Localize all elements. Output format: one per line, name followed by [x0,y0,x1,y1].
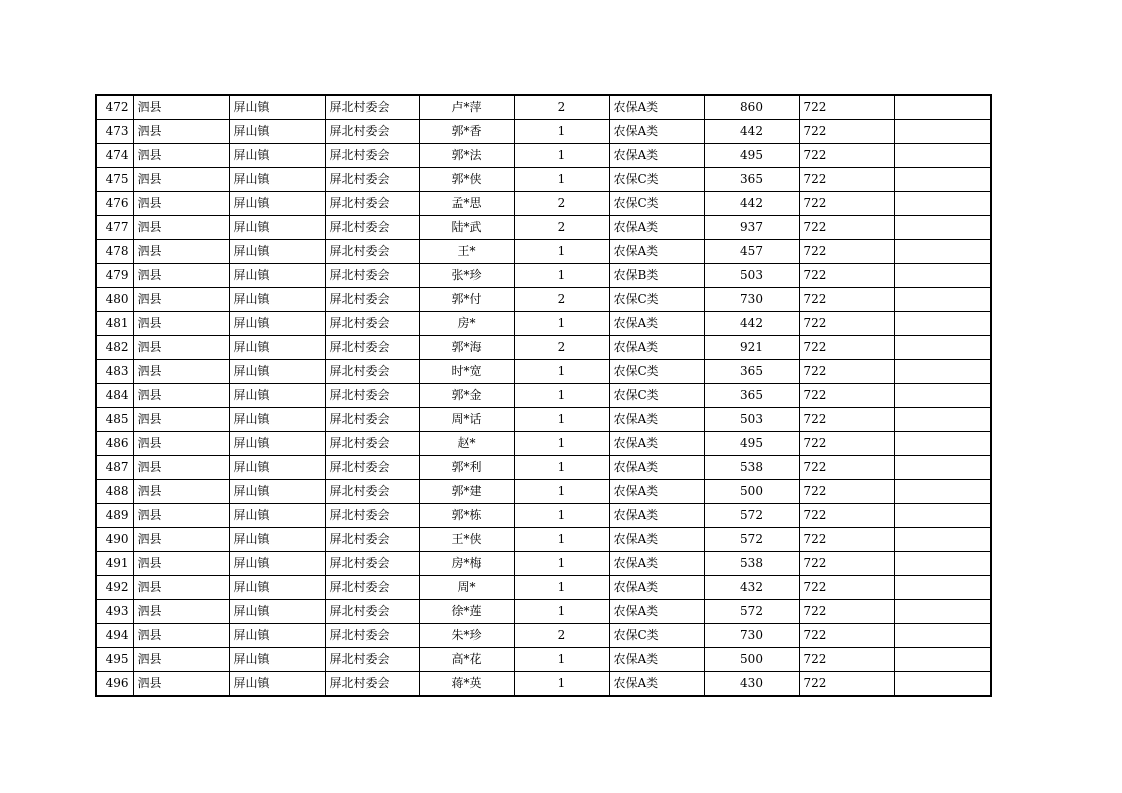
cell-category: 农保A类 [609,480,704,504]
cell-note [894,384,991,408]
cell-amount: 365 [704,168,799,192]
cell-name: 郭*侠 [419,168,514,192]
cell-category: 农保A类 [609,408,704,432]
cell-name: 郭*海 [419,336,514,360]
cell-members: 1 [514,504,609,528]
table-row [96,240,991,264]
cell-village: 屏北村委会 [325,624,419,648]
cell-note [894,120,991,144]
cell-row-number: 475 [96,168,133,192]
cell-members: 1 [514,240,609,264]
cell-row-number: 483 [96,360,133,384]
cell-members: 2 [514,288,609,312]
cell-town: 屏山镇 [229,216,325,240]
cell-members: 1 [514,168,609,192]
cell-category: 农保A类 [609,456,704,480]
cell-note [894,576,991,600]
cell-town: 屏山镇 [229,672,325,697]
cell-amount: 572 [704,528,799,552]
cell-amount: 860 [704,95,799,120]
table-row [96,432,991,456]
cell-name: 高*花 [419,648,514,672]
cell-village: 屏北村委会 [325,216,419,240]
cell-members: 1 [514,408,609,432]
cell-members: 1 [514,648,609,672]
table-row [96,576,991,600]
cell-town: 屏山镇 [229,432,325,456]
cell-standard: 722 [799,240,894,264]
cell-town: 屏山镇 [229,504,325,528]
cell-village: 屏北村委会 [325,432,419,456]
cell-county: 泗县 [133,240,229,264]
cell-village: 屏北村委会 [325,312,419,336]
cell-town: 屏山镇 [229,264,325,288]
cell-row-number: 474 [96,144,133,168]
cell-row-number: 477 [96,216,133,240]
cell-standard: 722 [799,384,894,408]
cell-members: 1 [514,144,609,168]
cell-town: 屏山镇 [229,288,325,312]
cell-standard: 722 [799,336,894,360]
cell-village: 屏北村委会 [325,288,419,312]
cell-note [894,144,991,168]
cell-name: 房* [419,312,514,336]
cell-category: 农保A类 [609,600,704,624]
cell-category: 农保C类 [609,168,704,192]
cell-village: 屏北村委会 [325,240,419,264]
cell-category: 农保B类 [609,264,704,288]
cell-standard: 722 [799,168,894,192]
cell-members: 1 [514,384,609,408]
cell-village: 屏北村委会 [325,408,419,432]
cell-category: 农保C类 [609,288,704,312]
cell-category: 农保A类 [609,432,704,456]
cell-category: 农保C类 [609,192,704,216]
cell-name: 郭*栋 [419,504,514,528]
cell-row-number: 479 [96,264,133,288]
table-row [96,120,991,144]
cell-row-number: 476 [96,192,133,216]
cell-row-number: 494 [96,624,133,648]
cell-category: 农保A类 [609,552,704,576]
cell-village: 屏北村委会 [325,264,419,288]
cell-note [894,264,991,288]
cell-name: 郭*建 [419,480,514,504]
cell-category: 农保C类 [609,360,704,384]
table-row [96,216,991,240]
table-row [96,528,991,552]
cell-row-number: 482 [96,336,133,360]
cell-amount: 365 [704,384,799,408]
cell-category: 农保A类 [609,528,704,552]
cell-standard: 722 [799,95,894,120]
cell-members: 1 [514,360,609,384]
cell-name: 郭*金 [419,384,514,408]
cell-note [894,432,991,456]
cell-row-number: 481 [96,312,133,336]
table-row [96,672,991,697]
cell-county: 泗县 [133,624,229,648]
cell-county: 泗县 [133,360,229,384]
cell-category: 农保A类 [609,95,704,120]
cell-name: 朱*珍 [419,624,514,648]
cell-note [894,336,991,360]
cell-village: 屏北村委会 [325,336,419,360]
table-row [96,95,991,120]
cell-members: 1 [514,600,609,624]
cell-amount: 365 [704,360,799,384]
cell-members: 1 [514,264,609,288]
cell-county: 泗县 [133,216,229,240]
cell-category: 农保C类 [609,384,704,408]
cell-amount: 495 [704,144,799,168]
cell-village: 屏北村委会 [325,192,419,216]
cell-county: 泗县 [133,648,229,672]
cell-members: 2 [514,624,609,648]
cell-note [894,528,991,552]
cell-standard: 722 [799,408,894,432]
cell-town: 屏山镇 [229,648,325,672]
cell-members: 1 [514,552,609,576]
cell-name: 周*话 [419,408,514,432]
cell-note [894,408,991,432]
cell-members: 1 [514,432,609,456]
cell-name: 王*侠 [419,528,514,552]
cell-county: 泗县 [133,288,229,312]
cell-members: 1 [514,456,609,480]
cell-row-number: 487 [96,456,133,480]
cell-standard: 722 [799,360,894,384]
cell-town: 屏山镇 [229,552,325,576]
cell-standard: 722 [799,528,894,552]
cell-county: 泗县 [133,408,229,432]
cell-amount: 730 [704,624,799,648]
cell-amount: 538 [704,456,799,480]
cell-members: 1 [514,120,609,144]
cell-standard: 722 [799,288,894,312]
cell-amount: 503 [704,408,799,432]
cell-town: 屏山镇 [229,360,325,384]
cell-note [894,95,991,120]
cell-amount: 503 [704,264,799,288]
cell-name: 张*珍 [419,264,514,288]
cell-category: 农保A类 [609,312,704,336]
cell-note [894,360,991,384]
cell-county: 泗县 [133,480,229,504]
cell-village: 屏北村委会 [325,168,419,192]
cell-category: 农保A类 [609,648,704,672]
cell-standard: 722 [799,480,894,504]
cell-note [894,192,991,216]
cell-county: 泗县 [133,95,229,120]
cell-town: 屏山镇 [229,120,325,144]
cell-amount: 495 [704,432,799,456]
cell-row-number: 473 [96,120,133,144]
cell-town: 屏山镇 [229,192,325,216]
cell-name: 时*宽 [419,360,514,384]
cell-category: 农保A类 [609,336,704,360]
cell-county: 泗县 [133,336,229,360]
cell-name: 徐*莲 [419,600,514,624]
cell-county: 泗县 [133,552,229,576]
cell-note [894,240,991,264]
cell-town: 屏山镇 [229,240,325,264]
cell-town: 屏山镇 [229,312,325,336]
cell-row-number: 480 [96,288,133,312]
cell-standard: 722 [799,120,894,144]
cell-standard: 722 [799,144,894,168]
table-row [96,408,991,432]
cell-members: 1 [514,576,609,600]
cell-amount: 572 [704,504,799,528]
cell-standard: 722 [799,624,894,648]
cell-village: 屏北村委会 [325,648,419,672]
cell-note [894,552,991,576]
cell-county: 泗县 [133,432,229,456]
cell-name: 周* [419,576,514,600]
cell-town: 屏山镇 [229,144,325,168]
cell-note [894,624,991,648]
cell-standard: 722 [799,312,894,336]
cell-row-number: 484 [96,384,133,408]
cell-village: 屏北村委会 [325,600,419,624]
table-row [96,600,991,624]
cell-village: 屏北村委会 [325,144,419,168]
cell-category: 农保A类 [609,504,704,528]
cell-name: 赵* [419,432,514,456]
table-row [96,336,991,360]
cell-county: 泗县 [133,456,229,480]
cell-standard: 722 [799,600,894,624]
cell-town: 屏山镇 [229,384,325,408]
table-row [96,624,991,648]
cell-name: 王* [419,240,514,264]
table-row [96,360,991,384]
cell-note [894,480,991,504]
cell-village: 屏北村委会 [325,360,419,384]
subsidy-table [95,94,992,697]
cell-standard: 722 [799,264,894,288]
table-body [96,95,991,696]
cell-row-number: 485 [96,408,133,432]
cell-name: 郭*付 [419,288,514,312]
cell-county: 泗县 [133,600,229,624]
cell-village: 屏北村委会 [325,120,419,144]
cell-note [894,288,991,312]
cell-row-number: 493 [96,600,133,624]
table-row [96,456,991,480]
cell-name: 郭*法 [419,144,514,168]
cell-standard: 722 [799,552,894,576]
cell-amount: 572 [704,600,799,624]
table-row [96,552,991,576]
table-row [96,312,991,336]
cell-county: 泗县 [133,528,229,552]
cell-county: 泗县 [133,264,229,288]
document-table-container [95,94,990,697]
cell-name: 卢*萍 [419,95,514,120]
cell-amount: 430 [704,672,799,697]
cell-village: 屏北村委会 [325,552,419,576]
cell-members: 2 [514,216,609,240]
cell-category: 农保C类 [609,624,704,648]
cell-standard: 722 [799,576,894,600]
cell-county: 泗县 [133,672,229,697]
cell-village: 屏北村委会 [325,456,419,480]
cell-note [894,504,991,528]
cell-amount: 500 [704,648,799,672]
cell-note [894,456,991,480]
cell-members: 2 [514,336,609,360]
cell-standard: 722 [799,504,894,528]
cell-category: 农保A类 [609,240,704,264]
cell-members: 2 [514,95,609,120]
cell-note [894,168,991,192]
cell-county: 泗县 [133,504,229,528]
cell-row-number: 488 [96,480,133,504]
cell-amount: 937 [704,216,799,240]
table-row [96,264,991,288]
table-row [96,648,991,672]
cell-amount: 921 [704,336,799,360]
cell-row-number: 472 [96,95,133,120]
cell-amount: 432 [704,576,799,600]
cell-village: 屏北村委会 [325,528,419,552]
cell-amount: 538 [704,552,799,576]
cell-members: 1 [514,480,609,504]
table-row [96,192,991,216]
cell-row-number: 489 [96,504,133,528]
cell-standard: 722 [799,456,894,480]
cell-name: 孟*思 [419,192,514,216]
cell-amount: 457 [704,240,799,264]
cell-town: 屏山镇 [229,600,325,624]
cell-standard: 722 [799,672,894,697]
cell-village: 屏北村委会 [325,576,419,600]
cell-town: 屏山镇 [229,336,325,360]
cell-name: 郭*利 [419,456,514,480]
cell-county: 泗县 [133,120,229,144]
cell-county: 泗县 [133,576,229,600]
cell-town: 屏山镇 [229,95,325,120]
table-row [96,384,991,408]
cell-village: 屏北村委会 [325,480,419,504]
cell-note [894,312,991,336]
cell-county: 泗县 [133,384,229,408]
cell-category: 农保A类 [609,216,704,240]
cell-village: 屏北村委会 [325,384,419,408]
cell-category: 农保A类 [609,576,704,600]
cell-amount: 500 [704,480,799,504]
cell-name: 陆*武 [419,216,514,240]
cell-amount: 442 [704,192,799,216]
cell-name: 郭*香 [419,120,514,144]
cell-county: 泗县 [133,144,229,168]
cell-note [894,648,991,672]
cell-amount: 730 [704,288,799,312]
cell-town: 屏山镇 [229,528,325,552]
cell-members: 1 [514,528,609,552]
cell-note [894,672,991,697]
cell-county: 泗县 [133,168,229,192]
cell-amount: 442 [704,312,799,336]
cell-village: 屏北村委会 [325,672,419,697]
cell-county: 泗县 [133,192,229,216]
cell-town: 屏山镇 [229,168,325,192]
cell-row-number: 492 [96,576,133,600]
table-row [96,480,991,504]
cell-members: 2 [514,192,609,216]
cell-town: 屏山镇 [229,576,325,600]
cell-row-number: 491 [96,552,133,576]
table-row [96,144,991,168]
cell-town: 屏山镇 [229,408,325,432]
cell-row-number: 486 [96,432,133,456]
cell-name: 房*梅 [419,552,514,576]
cell-row-number: 490 [96,528,133,552]
cell-standard: 722 [799,192,894,216]
cell-row-number: 496 [96,672,133,697]
cell-standard: 722 [799,216,894,240]
cell-standard: 722 [799,648,894,672]
cell-town: 屏山镇 [229,456,325,480]
cell-village: 屏北村委会 [325,504,419,528]
table-row [96,288,991,312]
cell-row-number: 478 [96,240,133,264]
cell-category: 农保A类 [609,672,704,697]
cell-note [894,600,991,624]
cell-amount: 442 [704,120,799,144]
cell-category: 农保A类 [609,120,704,144]
cell-county: 泗县 [133,312,229,336]
cell-town: 屏山镇 [229,480,325,504]
cell-note [894,216,991,240]
cell-members: 1 [514,672,609,697]
table-row [96,504,991,528]
cell-town: 屏山镇 [229,624,325,648]
cell-members: 1 [514,312,609,336]
cell-name: 蒋*英 [419,672,514,697]
cell-village: 屏北村委会 [325,95,419,120]
cell-standard: 722 [799,432,894,456]
table-row [96,168,991,192]
cell-row-number: 495 [96,648,133,672]
cell-category: 农保A类 [609,144,704,168]
